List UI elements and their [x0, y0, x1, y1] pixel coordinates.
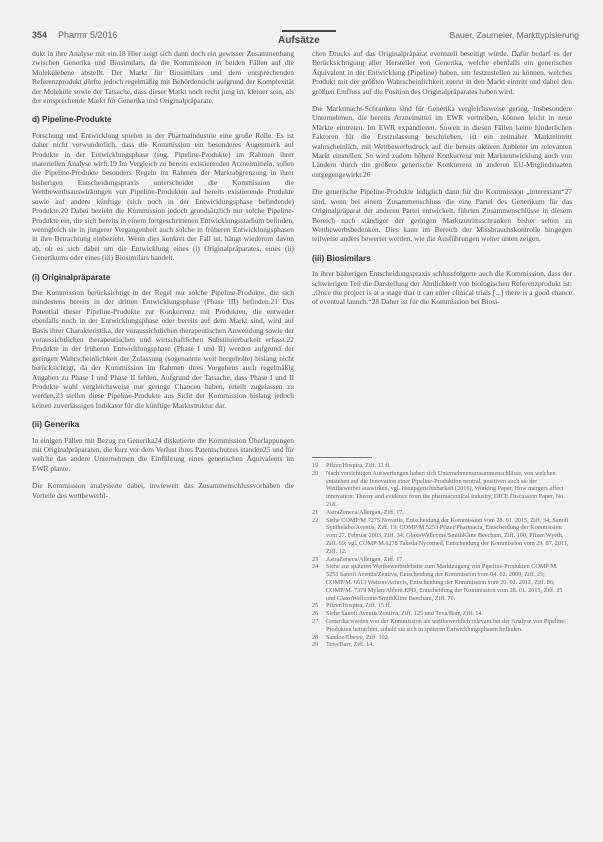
footnote-text: Pfizer/Hospira, Ziff. 15 ff. [326, 602, 392, 610]
paragraph: Die Kommission analysierte dabei, inwieweit das Zusammenschlussvorhaben die Vorteile des wettbewerbl- [32, 481, 294, 500]
footnote-number: 23 [312, 555, 319, 563]
footnote-item [312, 634, 570, 642]
heading-generics: (ii) Generika [32, 420, 80, 430]
paragraph: In einigen Fällen mit Bezug zu Generika24 diskutierte die Kommission Überlappungen mit Originalpräparaten, die kurz vor dem Verlust ihres Patentschutzes standen25 und für welche das andere Unternehmen die Einführung eines generischen Äquivalents im EWR plante. [32, 435, 294, 473]
footnote-item [312, 610, 570, 618]
footnote-item [312, 641, 570, 649]
footnote-item [312, 602, 570, 610]
footnote-text: Nach vorsichtigen Auswertungen haben sich Unternehmenszusammenschlüsse, von welchen entstehen auf die Innovation einer Pipeline-Produktion neutral, positiven auch sie der Wettbewerber auswirken, vgl. Hautpgerichtsbarkeit (2016), Working Paper, How mergers affect innovation: Theory and evidence from the pharmaceutical industry, DICE Discussion Paper, No. 218. [326, 469, 565, 508]
footnote-number: 26 [312, 610, 319, 618]
footnote-number: 22 [312, 516, 319, 524]
footnote-text: Siehe zur späteren Wettbewerbsdebatte zum Marktzugang von Pipeline-Produkten COMP/M. 5253 Sanofi Aventis/Zentiva, Entscheidung der Kommission vom 04. 02. 2009, Ziff. 25; COMP/M. 6613 Watson/Actavis, Entscheidung der Kommission vom 20. 02. 2012, Ziff. 86; COMP/M. 7379 Mylan/Abbott EPD, Entscheidung der Kommission vom 28. 01. 2015, Ziff. 25 und GlaxoWellcome/SmithKline Beecham, Ziff. 70. [326, 563, 563, 602]
paragraph: Die Marktmacht-Schranken sind für Generika vergleichsweise gering. Insbesondere Unternehmen, die bereits Arzneimittel im EWR vertreiben, können leicht in neue Märkte eintreten. Im EWR expandieren. Soweit in diesen Fällen keine hinderlichen Faktoren für die Erstzulassung beschrieben, ist ein zeitnaher Markteintritt wahrscheinlich, mit Wettbewerbsdruck auf die bereits aktiven Anbieter im relevanten Markt einstellen. So wird zudem höhere Konkurrenz mit Marktentwicklung auch von Ländern durch die größere generische Konkurrenz in anderen EU-Mitgliedstaaten entgegengewirkt.26 [312, 104, 572, 179]
footnote-number: 27 [312, 617, 319, 625]
paragraph: In ihrer bisherigen Entscheidungspraxis schlussfolgerte auch die Kommission, dass der schwierigen Teil die Darstellung der Ähnlichkeit von biologischen Referenzprodukt ist: „Once the project is at a stage that it can enter clinical trials [...] there is a good chance of eventual launch.“28 Daher ist für die Kommission bei Biosi- [312, 269, 572, 307]
footnote-text: Siehe COMP/M.7275 Novartis, Entscheidung der Kommission vom 28. 01. 2015, Ziff. 34; Sanofi Synthelabo/Aventis, Ziff. 19; COMP/M.5253 Pfizer/Pharmacia, Entscheidung der Kommission vom 27. Februar 2003, Ziff. 34; GlaxoWellcome/SmithKline Beecham, Ziff. 100; Pfizer/Wyeth, Ziff. 69; vgl. COMP/M.6278 Takeda/Nycomed, Entscheidung der Kommission vom 29. 07. 2011, Ziff. 12. [326, 516, 569, 555]
paragraph: Die Kommission berücksichtigt in der Regel nur solche Pipeline-Produkte, die sich mindestens bereits in der dritten Entwicklungsphase (Phase III) befinden.21 Das Potential dieser Pipeline-Produkte zur Konkurrenz mit Produkten, die entweder ebenfalls noch in der Entwicklungsphase oder bereits auf dem Markt sind, wird auf Basis ihrer Charakteristika, der voraussichtlichen therapeutischen Anwendung sowie der voraussichtlichen therapeutischen und wirtschaftlichen Substituierbarkeit erfasst.22 Produkte in der früheren Entwicklungsphase (Phase I und II) werden aufgrund der geringen Wahrscheinlichkeit der Zulassung (sogenannte weit hergeholte) bislang nicht berücksichtigt, da der Kommission im Rahmen ihres Vorgehens auch regelmäßig Angaben zu Phase I und Phase II fehlen. Aufgrund der Tatsache, dass Phase I und II Produkte wohl vergleichsweise nur geringe Chancen haben, erteilt zugelassen zu werden,23 stellen diese Pipeline-Produkte aus Sicht der Kommission bislang jedoch keinen zuverlässigen Indikator für die künftige Marktstruktur dar. [32, 287, 294, 410]
section-rule [282, 30, 336, 32]
paragraph: Die generische Pipeline-Produkte lediglich dann für die Kommission „interessant“27 sind, wenn bei einem Zusammenschluss die eine Partei des Generikum für das Originalpräparat der anderen Partei entwickelt, führten Zusammenschlüsse in diesem Bereich nach ständiger der geringen Marktzutrittsschranken bisher selten zu Wettbewerbsbedenken. Dies kann im Bereich der Missbrauchskontrolle hingegen teilweise anders bewertet werden, wie die Ausführungen weiter unten zeigen. [312, 187, 572, 244]
footnote-number: 29 [312, 641, 319, 649]
footnote-text: Siehe Sanofi Aventis/Zentiva, Ziff. 125 und Teva/Barr, Ziff. 14. [326, 610, 484, 618]
heading-pipeline-products: d) Pipeline-Produkte [32, 115, 112, 125]
footnote-number: 19 [312, 462, 319, 469]
left-column [32, 49, 294, 508]
right-column [312, 49, 572, 315]
paragraph: chen Drucks auf das Originalpräparat eventuell beseitigt würde. Dafür bedarf es der Berücksichtigung aller Hersteller von Generika, welche ebenfalls ein generisches Äquivalent in der Entwicklung (Pipeline) haben, um festzustellen zu können, welches Produkt mit der größten Wahrscheinlichkeit zuerst in den Markt eintritt und dabei den größten Einfluss auf die Position des Originalpräparates haben wird. [312, 49, 572, 96]
footnote-number: 24 [312, 563, 319, 571]
footnote-text: AstraZeneca/Allergan, Ziff. 17. [326, 555, 404, 563]
footnote-text: Sandoz/Ebewe, Ziff. 102. [326, 633, 390, 641]
section-title: Aufsätze [278, 35, 320, 46]
page-header [0, 16, 603, 46]
footnote-item [312, 462, 570, 470]
paragraph: dukt in ihre Analyse mit ein.18 Hier zeigt sich dann doch ein gewisser Zusammenhang zwischen Generika und Biosimilars, da die Kommission in beiden Fällen auf die Molekülebene abstellt. Der Markt für Biosimilars und dem entsprechenden Referenzprodukt dürfte jedoch regelmäßig mit Behördensicht aufgrund der Komplexität der Moleküle sowie der Tatsache, dass dieser Markt noch recht jung ist, kleiner sein, als der entsprechende Markt für Generika und Originalpräparate. [32, 49, 294, 106]
heading-original-preparations: (i) Originalpräparate [32, 272, 111, 282]
heading-biosimilars: (iii) Biosimilars [312, 253, 371, 263]
footnote-text: Generika werden von der Kommission als wettbewerblich relevant bei der Analyse von Pipeline-Produkten betrachtet, sobald sie sich in späteren Entwicklungsphasen befinden. [326, 617, 567, 633]
footnote-item [312, 563, 570, 602]
footnote-text: Pfizer/Hospira, Ziff. 11 ff. [326, 462, 391, 469]
footnotes [312, 457, 570, 649]
footnote-item [312, 470, 570, 509]
footnote-item [312, 618, 570, 634]
footnote-text: Teva/Barr, Ziff. 14. [326, 641, 374, 649]
page-number: 354 [32, 30, 48, 40]
footnote-list [312, 462, 570, 649]
footnote-item [312, 517, 570, 556]
footnote-text: AstraZeneca/Allergan, Ziff. 17. [326, 508, 404, 516]
footnote-number: 25 [312, 602, 319, 610]
journal-name: Pharmr 5/2016 [58, 30, 118, 40]
running-authors: Bauer, Zaumeier, Markttypisierung [449, 30, 579, 40]
footnote-number: 21 [312, 508, 319, 516]
paragraph: Forschung und Entwicklung spielen in der Pharmaindustrie eine große Rolle. Es ist daher nicht verwunderlich, dass die Kommission ein besonderes Augenmerk auf Produkte in der Entwicklungsphase (sog. Pipeline-Produkte) im Rahmen ihrer materiellen Analyse wirft.19 Im Vergleich zu bereits existierenden Arzneimitteln, sollen die Pipeline-Produkte besonders Regeln im Rahmen der Marktabgrenzung in ihrer bisherigen Entscheidungspraxis unterscheidet die Kommission die Wettbewerbsauswirkungen von Pipeline-Produkten auf bereits existierende Produkte sowie auf andere künftige (sich noch in der Entwicklungsphase befindende) Produkte.20 Dabei bezieht die Kommission jedoch grundsätzlich nur solche Pipeline-Produkte ein, die sich bereits in einem fortgeschrittenen Entwicklungsstadium befinden, wenngleich sie in jüngerer Vergangenheit auch solche in früheren Entwicklungsphasen in ihre Betrachtung einbezieht. Wenn dies konkret der Fall ist, hängt wiederum davon ab, ob es sich dabei um die Entwicklung eines (i) Originalpräparates, eines (ii) Generikums oder eines (iii) Biosimilars handelt. [32, 130, 294, 263]
footnote-number: 20 [312, 469, 319, 477]
footnote-item [312, 509, 570, 517]
footnote-separator [312, 457, 372, 458]
footnote-number: 28 [312, 633, 319, 641]
footnote-item [312, 556, 570, 564]
